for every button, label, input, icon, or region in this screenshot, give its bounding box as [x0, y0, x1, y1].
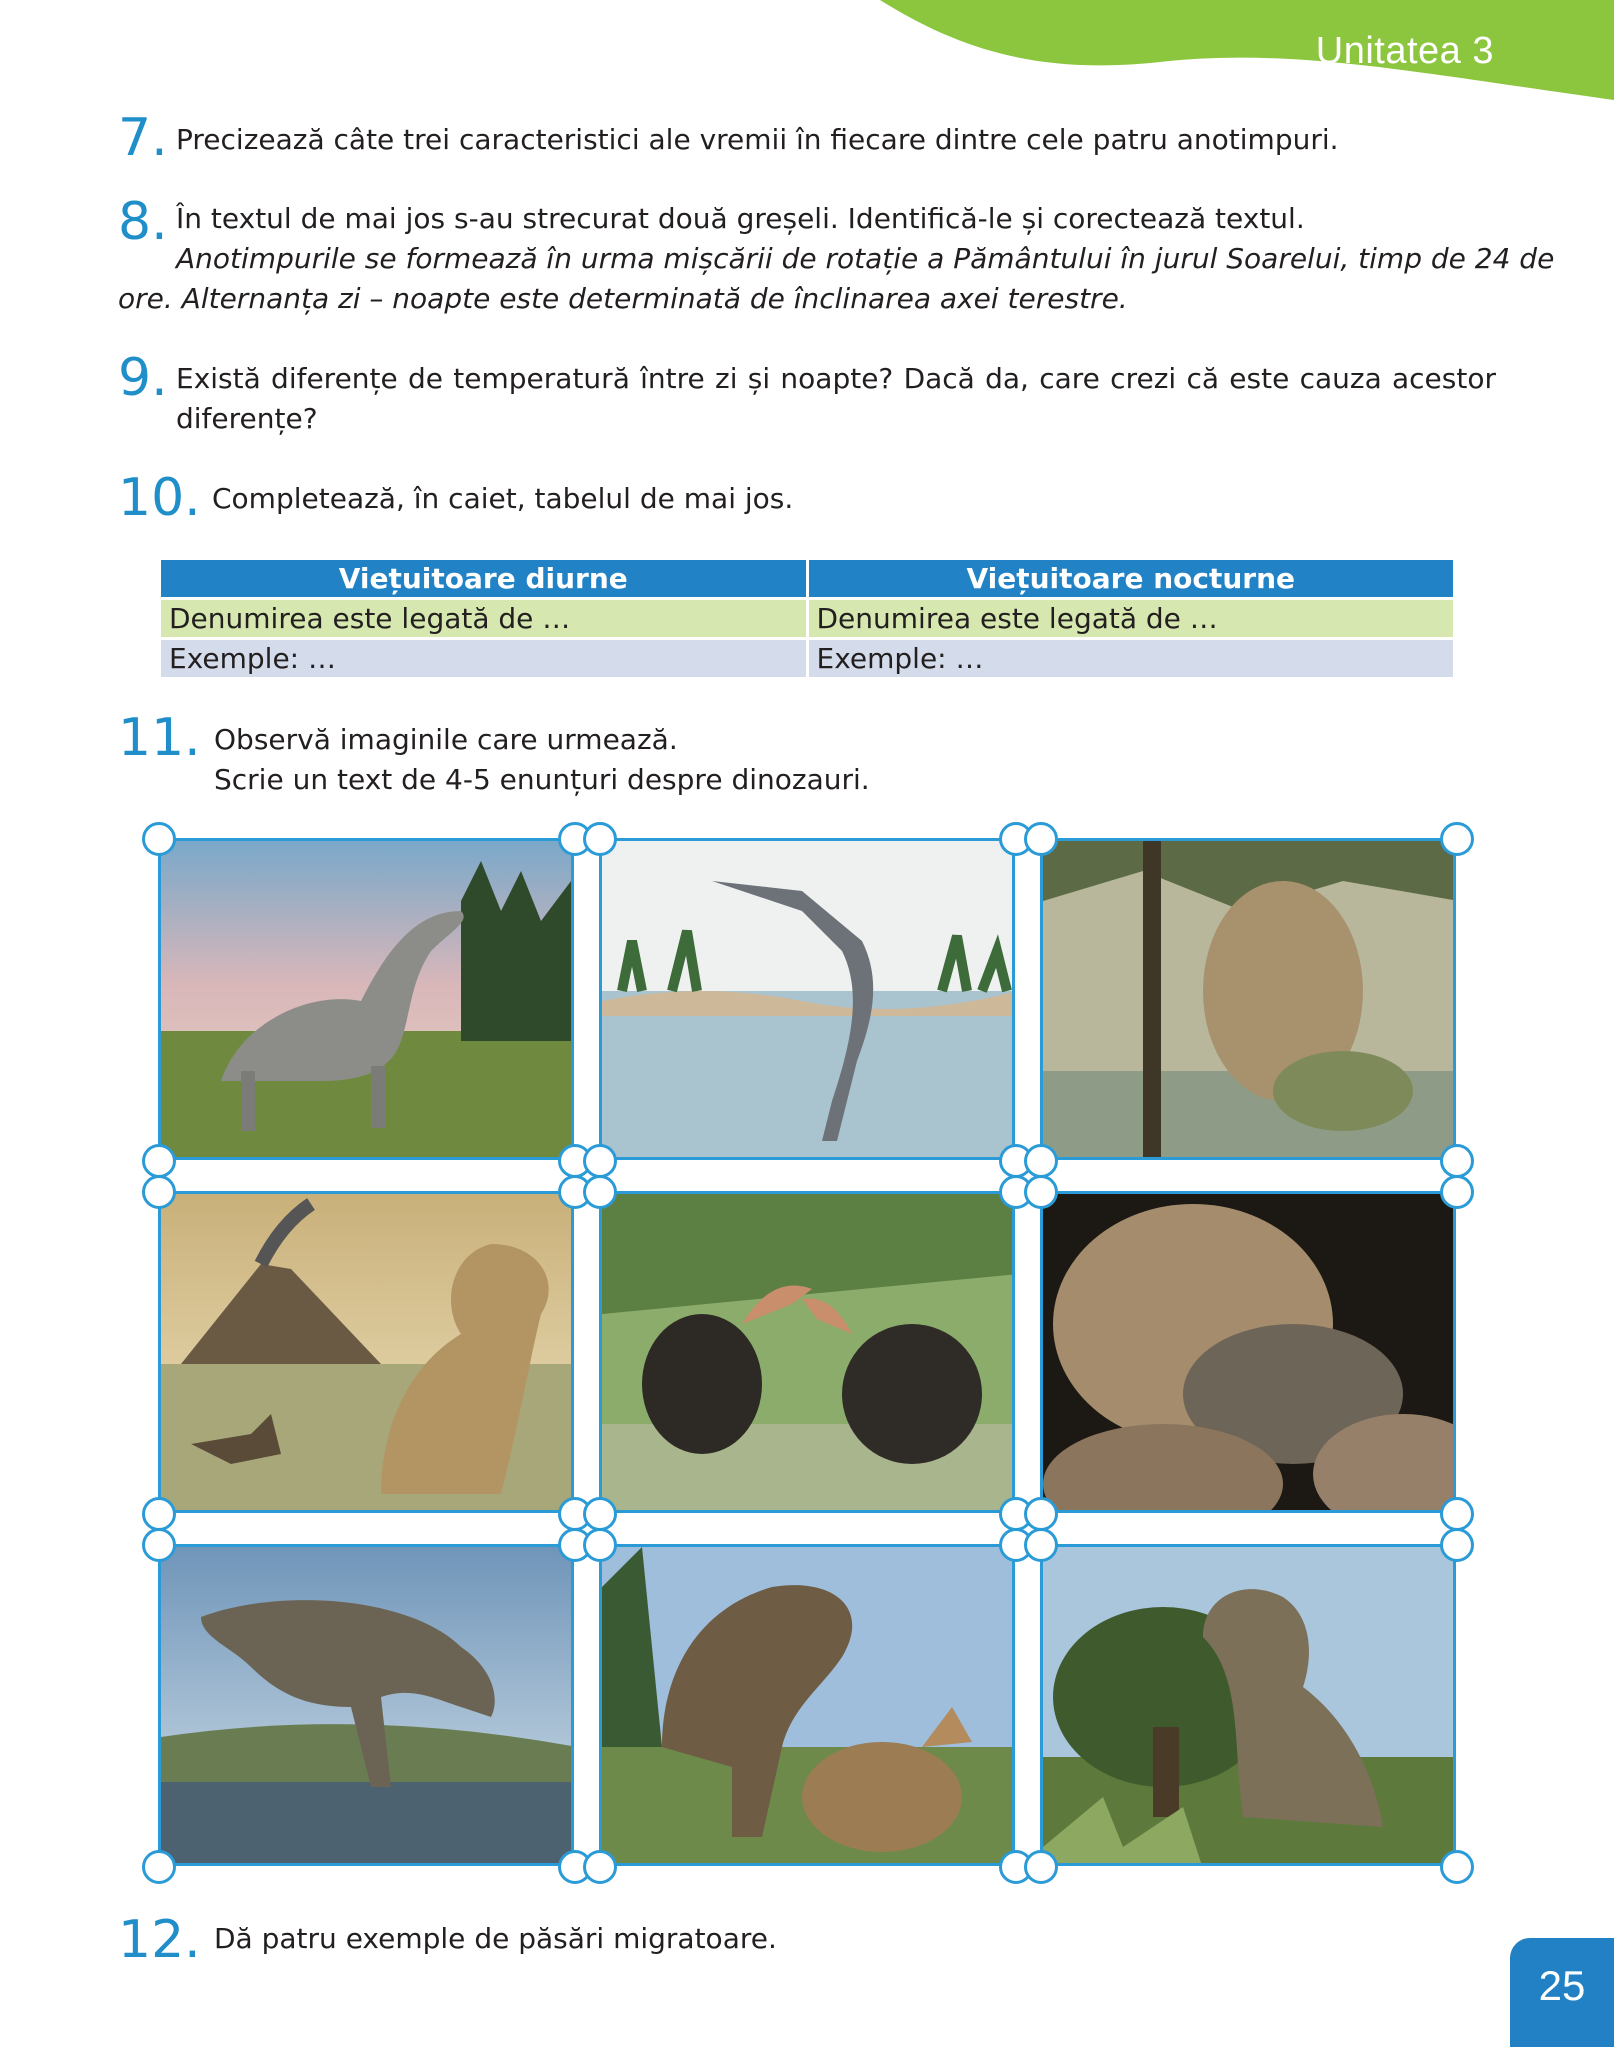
question-7-number: 7. [118, 108, 168, 168]
question-11-line2: Scrie un text de 4-5 enunțuri despre dinozauri. [214, 763, 870, 796]
unit-label: Unitatea 3 [1315, 30, 1494, 72]
t-rex-in-forest-picture [1040, 1544, 1456, 1866]
table-header-diurnal: Viețuitoare diurne [161, 560, 806, 600]
sauropods-grazing-picture [158, 838, 574, 1160]
page-number: 25 [1538, 1962, 1586, 2009]
question-7-text: Precizează câte trei caracteristici ale vremii în fiecare dintre cele patru anotimpuri. [176, 123, 1339, 156]
question-8-text: În textul de mai jos s-au strecurat două greșeli. Identifică-le și corectează textul. [176, 202, 1305, 235]
spinosaurus-in-water-picture [599, 838, 1015, 1160]
question-10-text: Completează, în caiet, tabelul de mai jos. [212, 482, 794, 515]
t-rex-and-volcano-picture [158, 1191, 574, 1513]
table-cell: Exemple: … [161, 640, 806, 677]
question-12-text: Dă patru exemple de păsări migratoare. [214, 1922, 777, 1955]
question-9-line2: diferențe? [176, 402, 318, 435]
question-8-number: 8. [118, 192, 168, 252]
question-9-line1: Există diferențe de temperatură între zi și noapte? Dacă da, care crezi că este cauza acestor [176, 362, 1496, 395]
table-cell: Exemple: … [809, 640, 1454, 677]
question-12-number: 12. [118, 1910, 201, 1970]
question-9-number: 9. [118, 348, 168, 408]
table-cell: Denumirea este legată de … [161, 600, 806, 640]
question-8-excerpt-line2: ore. Alternanța zi – noapte este determinată de înclinarea axei terestre. [118, 282, 1128, 315]
question-10-number: 10. [118, 468, 201, 528]
t-rex-and-ceratopsian-picture [599, 1544, 1015, 1866]
question-11-line1: Observă imaginile care urmează. [214, 723, 678, 756]
table-header-nocturnal: Viețuitoare nocturne [809, 560, 1454, 600]
question-11-number: 11. [118, 708, 201, 768]
table-row [161, 600, 1453, 640]
table-row [161, 640, 1453, 677]
question-8-excerpt-line1: Anotimpurile se formează în urma mișcării de rotație a Pământului în jurul Soarelui, timp de 24 de [176, 242, 1555, 275]
feathered-dinosaurs-picture [599, 1191, 1015, 1513]
dinosaur-fight-picture [1040, 838, 1456, 1160]
t-rex-by-water-picture [158, 1544, 574, 1866]
table-cell: Denumirea este legată de … [809, 600, 1454, 640]
hatching-dinosaur-picture [1040, 1191, 1456, 1513]
diurnal-nocturnal-table [158, 560, 1456, 677]
